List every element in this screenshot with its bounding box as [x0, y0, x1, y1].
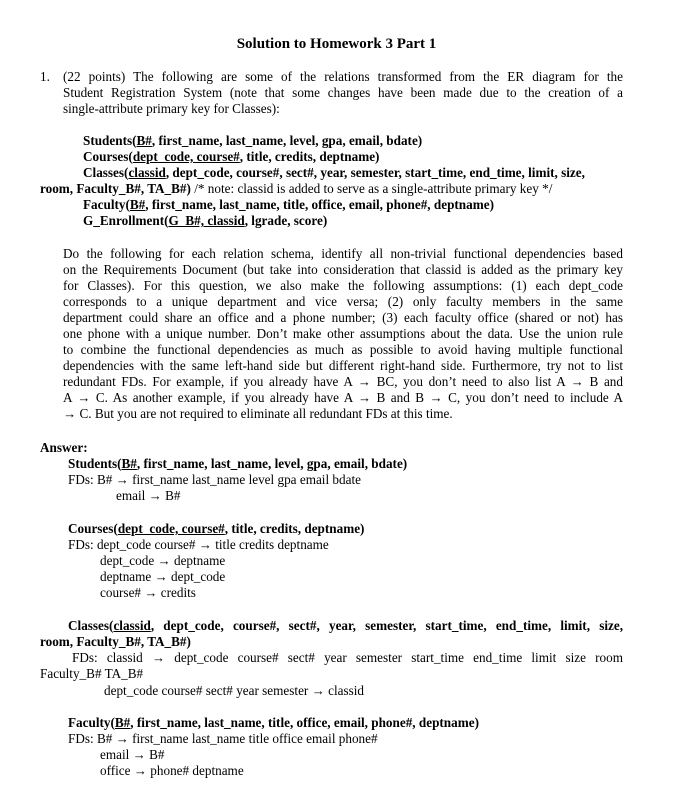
- schema-g-enrollment: G_Enrollment(G_B#, classid, lgrade, score): [83, 213, 328, 228]
- answer-students-schema: Students(B#, first_name, last_name, level, gpa, email, bdate): [68, 456, 408, 471]
- answer-classes-schema-continued: room, Faculty_B#, TA_B#): [40, 634, 191, 649]
- answer-classes-fds-continued: Faculty_B# TA_B#: [40, 666, 144, 681]
- schema-students: Students(B#, first_name, last_name, level, gpa, email, bdate): [83, 133, 423, 148]
- schema-classes-note: /* note: classid is added to serve as a single-attribute primary key */: [190, 181, 553, 196]
- answer-courses-fds: FDs: dept_code course# → title credits deptname: [68, 537, 329, 552]
- instructions-line-4: corresponds to a unique department and vice versa; (2) only faculty members in the same: [63, 294, 623, 309]
- schema-classes-continued: room, Faculty_B#, TA_B#) /* note: classid is added to serve as a single-attribute primary key */: [40, 181, 553, 196]
- question-intro-line-1: (22 points) The following are some of the relations transformed from the ER diagram for the: [63, 69, 623, 84]
- question-intro-line-3: single-attribute primary key for Classes):: [63, 101, 280, 116]
- page-title: Solution to Homework 3 Part 1: [236, 36, 437, 52]
- instructions-line-2: on the Requirements Document (but take into consideration that classid is added as the primary key: [63, 262, 623, 277]
- answer-students-fds: FDs: B# → first_name last_name level gpa email bdate: [68, 472, 361, 487]
- instructions-line-7: to combine the functional dependencies as much as possible to avoid having multiple functional: [63, 342, 623, 357]
- schema-classes: Classes(classid, dept_code, course#, sect#, year, semester, start_time, end_time, limit, size,: [83, 165, 585, 180]
- answer-courses-fd-extra: dept_code → deptname: [100, 553, 226, 568]
- answer-faculty-fd-extra: office → phone# deptname: [100, 763, 244, 778]
- answer-courses-fd-extra: course# → credits: [100, 585, 196, 600]
- answer-classes-schema: Classes(classid, dept_code, course#, sect#, year, semester, start_time, end_time, limit, size,: [68, 618, 623, 633]
- answer-classes-fd-extra: dept_code course# sect# year semester → classid: [104, 683, 364, 698]
- instructions-line-9: redundant FDs. For example, if you already have A → BC, you don’t need to also list A → B and: [63, 374, 623, 389]
- instructions-line-10: A → C. As another example, if you already have A → B and B → C, you don’t need to include A: [63, 390, 623, 405]
- answer-faculty-fds: FDs: B# → first_name last_name title office email phone#: [68, 731, 378, 746]
- instructions-line-3: for Classes). For this question, we also make the following assumptions: (1) each dept_code: [63, 278, 623, 293]
- instructions-line-5: department could share an office and a phone number; (3) each faculty office (shared or not) has: [63, 310, 623, 325]
- answer-classes-fds: FDs: classid → dept_code course# sect# year semester start_time end_time limit size room: [72, 650, 623, 665]
- instructions-line-11: → C. But you are not required to eliminate all redundant FDs at this time.: [63, 406, 453, 421]
- answer-label: Answer:: [40, 440, 88, 455]
- answer-students-fd-extra: email → B#: [116, 488, 181, 503]
- question-intro-line-2: Student Registration System (note that some changes have been made due to the creation of a: [63, 85, 623, 100]
- instructions-line-8: dependencies with the same left-hand side but different right-hand side. Furthermore, try not to list: [63, 358, 623, 373]
- answer-faculty-schema: Faculty(B#, first_name, last_name, title, office, email, phone#, deptname): [68, 715, 479, 730]
- answer-courses-fd-extra: deptname → dept_code: [100, 569, 226, 584]
- answer-faculty-fd-extra: email → B#: [100, 747, 165, 762]
- answer-courses-schema: Courses(dept_code, course#, title, credits, deptname): [68, 521, 365, 536]
- instructions-line-1: Do the following for each relation schema, identify all non-trivial functional dependencies based: [63, 246, 623, 261]
- question-number: 1.: [40, 69, 50, 84]
- schema-courses: Courses(dept_code, course#, title, credits, deptname): [83, 149, 380, 164]
- schema-faculty: Faculty(B#, first_name, last_name, title, office, email, phone#, deptname): [83, 197, 494, 212]
- instructions-line-6: one phone with a unique number. Don’t make other assumptions about the data. Use the union rule: [63, 326, 623, 341]
